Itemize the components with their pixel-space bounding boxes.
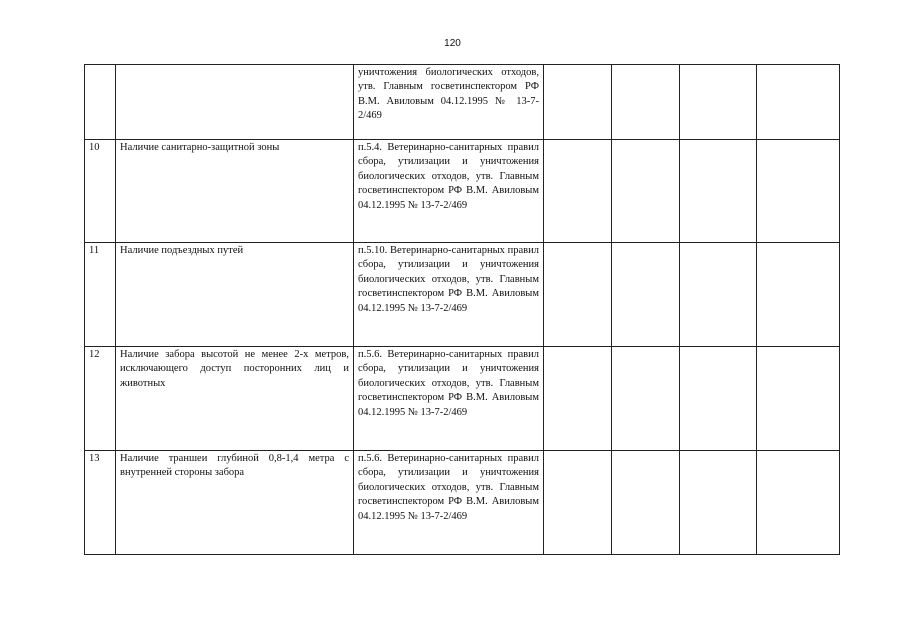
reference-cell: п.5.6. Ветеринарно-санитарных правил сбора, утилизации и уничтожения биологических отходов, утв. Главным госветинспектором РФ В.М. Авиловым 04.12.1995 № 13-7-2/469	[354, 347, 544, 451]
answer-cell-note[interactable]	[757, 243, 840, 347]
answer-cell-yes[interactable]	[544, 140, 612, 243]
answer-cell-no[interactable]	[612, 451, 680, 555]
requirement-cell: Наличие траншеи глубиной 0,8-1,4 метра с внутренней стороны забора	[116, 451, 354, 555]
table-row	[85, 347, 840, 451]
answer-cell-no[interactable]	[612, 243, 680, 347]
reference-cell: уничтожения биологических отходов, утв. Главным госветинспектором РФ В.М. Авиловым 04.12.1995 № 13-7-2/469	[354, 65, 544, 140]
row-number	[85, 65, 116, 140]
requirement-cell: Наличие подъездных путей	[116, 243, 354, 347]
reference-cell: п.5.10. Ветеринарно-санитарных правил сбора, утилизации и уничтожения биологических отходов, утв. Главным госветинспектором РФ В.М. Авиловым 04.12.1995 № 13-7-2/469	[354, 243, 544, 347]
answer-cell-yes[interactable]	[544, 347, 612, 451]
row-number: 12	[85, 347, 116, 451]
answer-cell-note[interactable]	[757, 451, 840, 555]
answer-cell-na[interactable]	[680, 65, 757, 140]
answer-cell-note[interactable]	[757, 140, 840, 243]
answer-cell-yes[interactable]	[544, 243, 612, 347]
table-row	[85, 140, 840, 243]
reference-cell: п.5.4. Ветеринарно-санитарных правил сбора, утилизации и уничтожения биологических отходов, утв. Главным госветинспектором РФ В.М. Авиловым 04.12.1995 № 13-7-2/469	[354, 140, 544, 243]
answer-cell-no[interactable]	[612, 347, 680, 451]
checklist-table	[84, 64, 840, 555]
page-number: 120	[444, 38, 461, 49]
answer-cell-yes[interactable]	[544, 65, 612, 140]
table-row	[85, 243, 840, 347]
table-row	[85, 451, 840, 555]
answer-cell-no[interactable]	[612, 140, 680, 243]
requirement-cell	[116, 65, 354, 140]
reference-cell: п.5.6. Ветеринарно-санитарных правил сбора, утилизации и уничтожения биологических отходов, утв. Главным госветинспектором РФ В.М. Авиловым 04.12.1995 № 13-7-2/469	[354, 451, 544, 555]
answer-cell-note[interactable]	[757, 347, 840, 451]
table-row	[85, 65, 840, 140]
answer-cell-na[interactable]	[680, 140, 757, 243]
requirement-cell: Наличие забора высотой не менее 2-х метров, исключающего доступ посторонних лиц и животных	[116, 347, 354, 451]
row-number: 11	[85, 243, 116, 347]
answer-cell-na[interactable]	[680, 243, 757, 347]
row-number: 13	[85, 451, 116, 555]
answer-cell-no[interactable]	[612, 65, 680, 140]
answer-cell-na[interactable]	[680, 347, 757, 451]
row-number: 10	[85, 140, 116, 243]
answer-cell-na[interactable]	[680, 451, 757, 555]
answer-cell-yes[interactable]	[544, 451, 612, 555]
answer-cell-note[interactable]	[757, 65, 840, 140]
requirement-cell: Наличие санитарно-защитной зоны	[116, 140, 354, 243]
